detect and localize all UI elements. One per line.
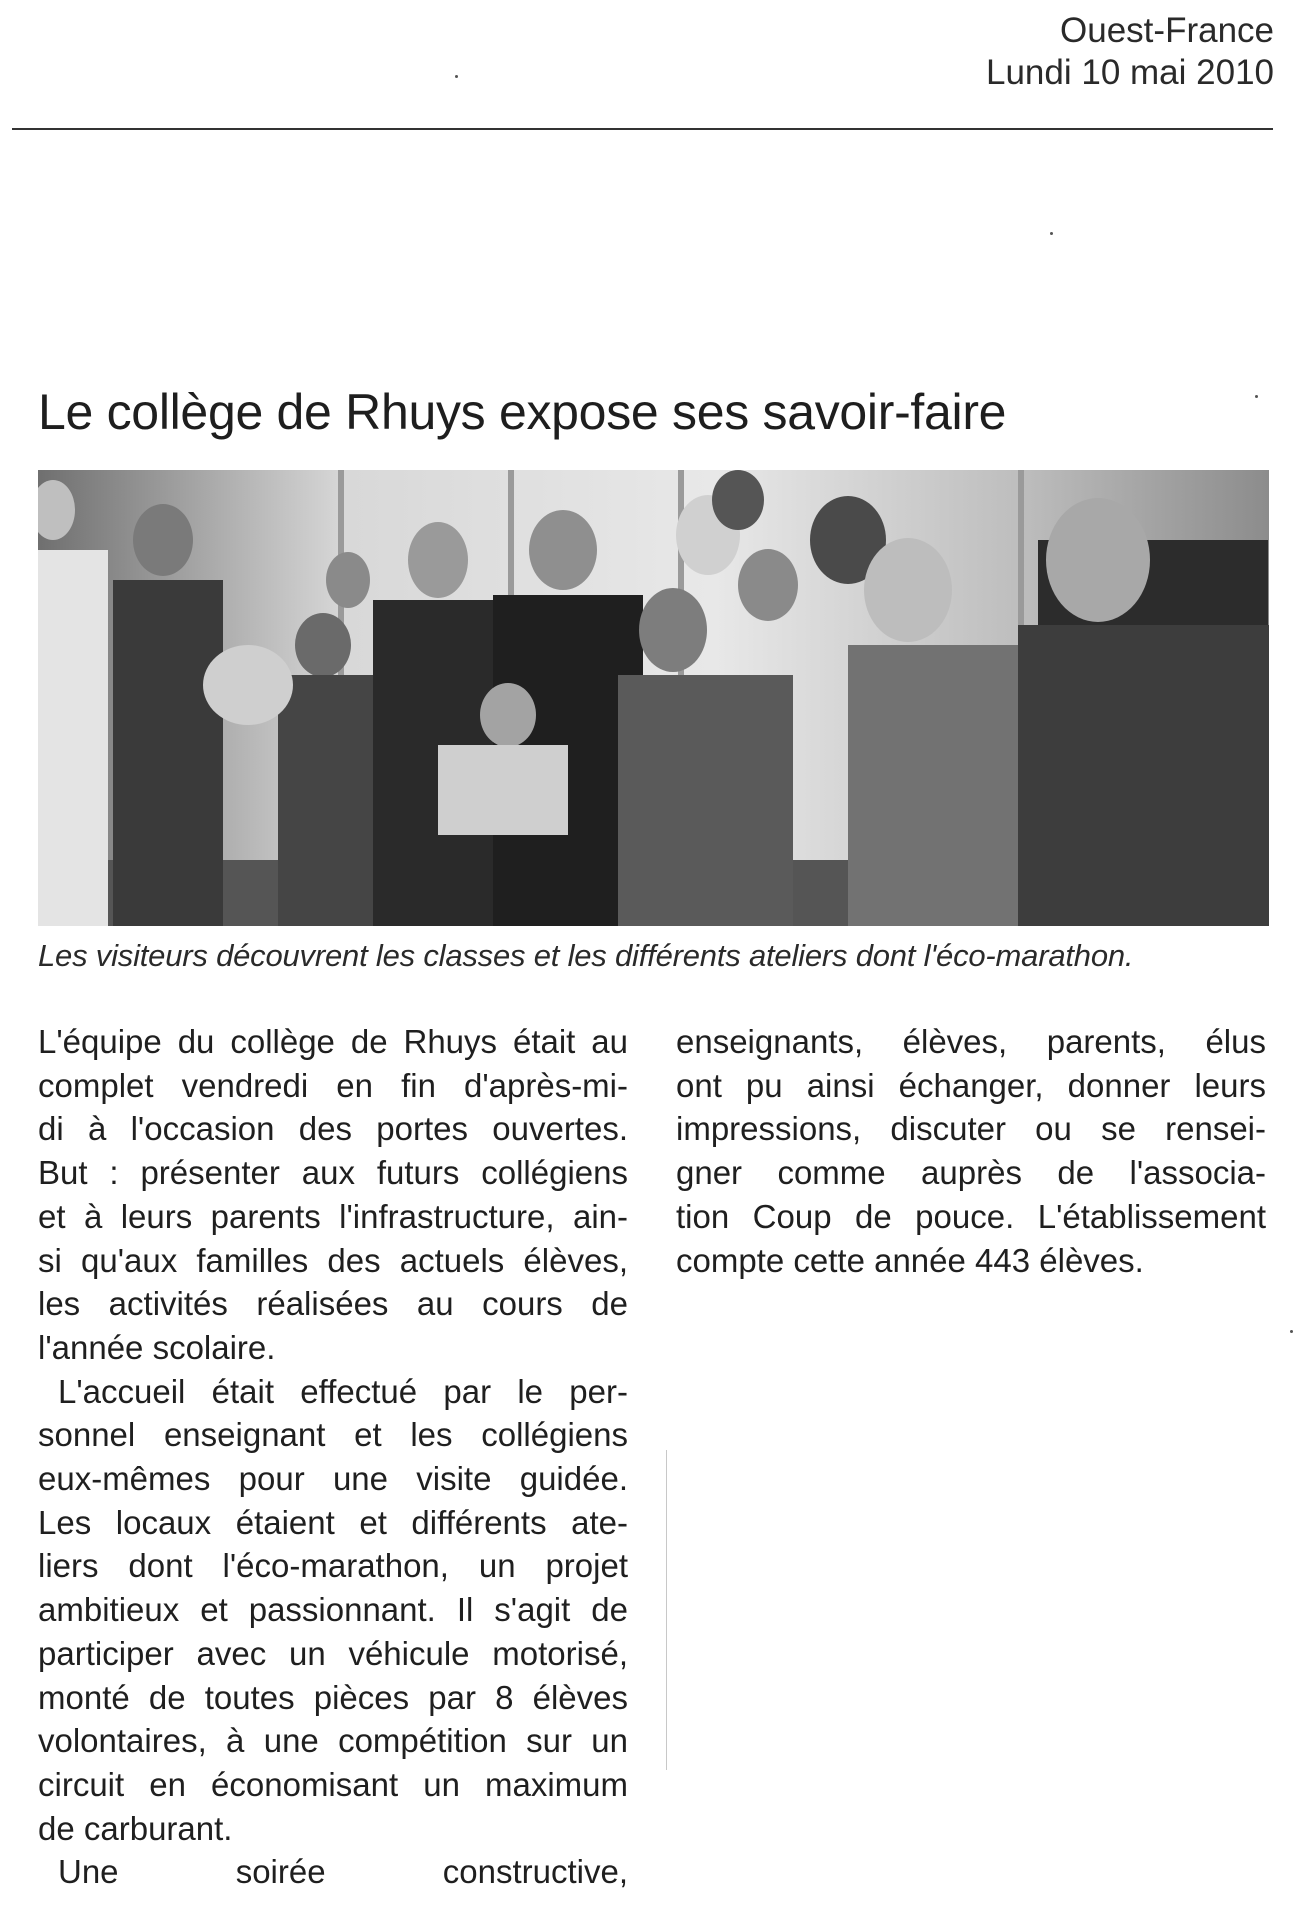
body-line: complet vendredi en fin d'après-mi- xyxy=(38,1066,628,1104)
column-divider xyxy=(666,1450,667,1770)
body-line: L'accueil était effectué par le per- xyxy=(58,1372,628,1410)
body-line: L'équipe du collège de Rhuys était au xyxy=(38,1023,628,1060)
body-line: de carburant. xyxy=(38,1809,233,1847)
body-line: circuit en économisant un maximum xyxy=(38,1765,628,1803)
publication-name: Ouest-France xyxy=(1060,11,1274,50)
body-line: tion Coup de pouce. L'établissement xyxy=(676,1197,1266,1235)
body-line: monté de toutes pièces par 8 élèves xyxy=(38,1678,628,1716)
publication-date: Lundi 10 mai 2010 xyxy=(986,52,1274,92)
body-line: si qu'aux familles des actuels élèves, xyxy=(38,1241,628,1279)
body-line: gner comme auprès de l'associa- xyxy=(676,1154,1266,1192)
article-headline: Le collège de Rhuys expose ses savoir-faire xyxy=(38,384,1007,440)
body-line: ambitieux et passionnant. Il s'agit de xyxy=(38,1591,628,1629)
scan-speck xyxy=(1290,1330,1293,1333)
body-line: Les locaux étaient et différents ate- xyxy=(38,1503,628,1541)
photo-illustration xyxy=(38,470,1269,926)
body-line: impressions, discuter ou se rensei- xyxy=(676,1110,1266,1148)
article-column-right xyxy=(676,1020,1266,1282)
body-line: di à l'occasion des portes ouvertes. xyxy=(38,1110,628,1148)
body-line: compte cette année 443 élèves. xyxy=(676,1241,1144,1279)
body-line: participer avec un véhicule motorisé, xyxy=(38,1634,628,1672)
body-line: les activités réalisées au cours de xyxy=(38,1285,628,1323)
body-line: et à leurs parents l'infrastructure, ain- xyxy=(38,1197,628,1235)
article-column-left xyxy=(38,1020,628,1894)
body-line: eux-mêmes pour une visite guidée. xyxy=(38,1460,628,1498)
scan-speck xyxy=(1255,395,1258,398)
header-rule xyxy=(12,128,1273,130)
body-line: enseignants, élèves, parents, élus xyxy=(676,1023,1266,1060)
body-line: Une soirée constructive, xyxy=(58,1853,628,1891)
body-line: But : présenter aux futurs collégiens xyxy=(38,1154,628,1192)
article-photo xyxy=(38,470,1269,926)
body-line: volontaires, à une compétition sur un xyxy=(38,1722,628,1760)
scan-speck xyxy=(455,75,458,78)
body-line: ont pu ainsi échanger, donner leurs xyxy=(676,1066,1266,1104)
body-line: liers dont l'éco-marathon, un projet xyxy=(38,1547,628,1585)
photo-caption: Les visiteurs découvrent les classes et les différents ateliers dont l'éco-marathon. xyxy=(38,938,1134,973)
masthead xyxy=(986,10,1274,93)
body-line: l'année scolaire. xyxy=(38,1328,276,1366)
scan-speck xyxy=(1050,232,1053,235)
body-line: sonnel enseignant et les collégiens xyxy=(38,1416,628,1454)
